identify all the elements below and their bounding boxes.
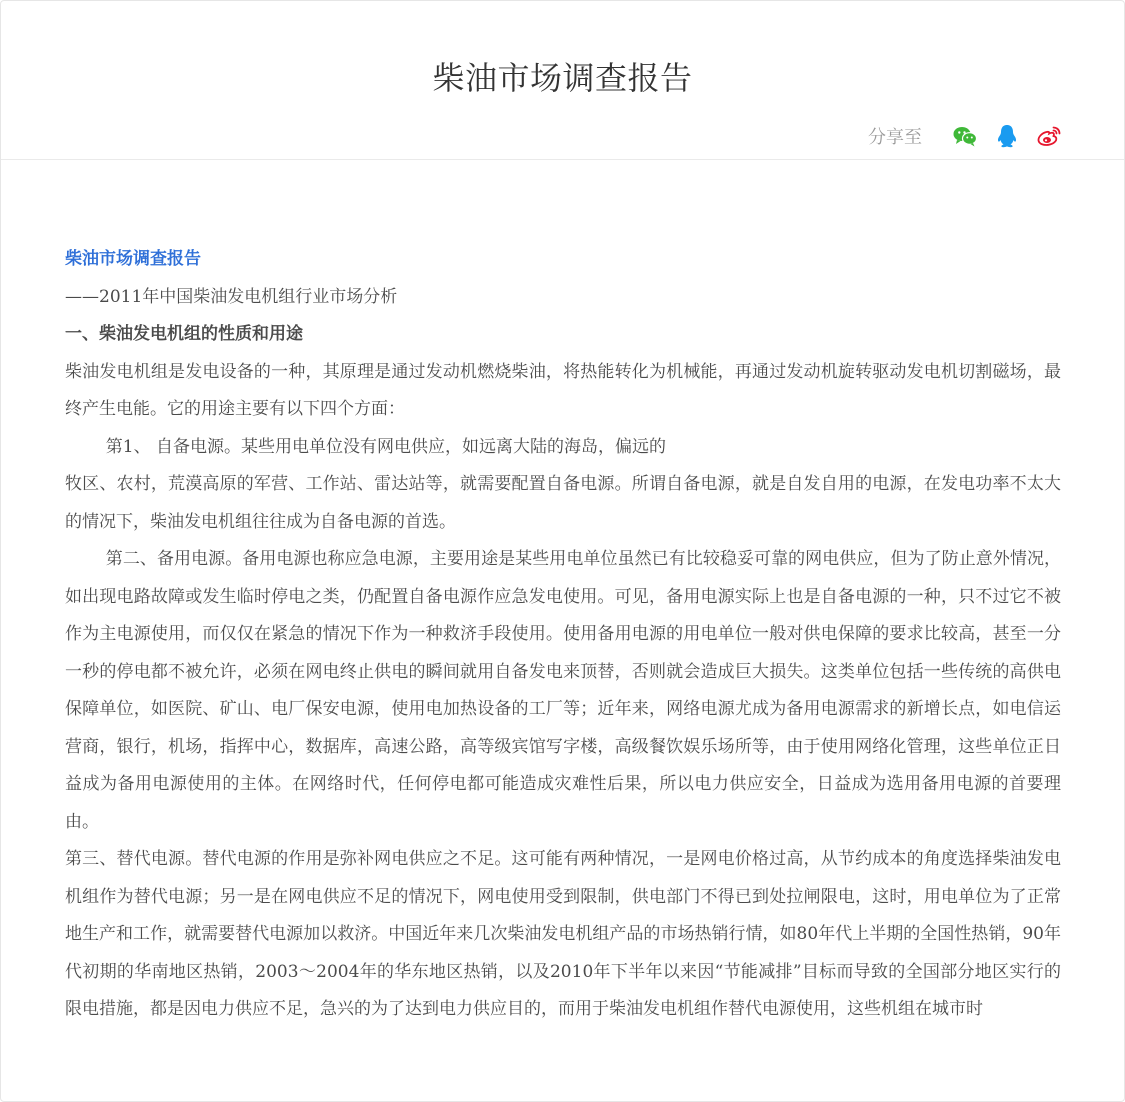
paragraph-backup-power: 第二、备用电源。备用电源也称应急电源，主要用途是某些用电单位虽然已有比较稳妥可靠的网电供应，但为了防止意外情况，如出现电路故障或发生临时停电之类，仍配置自备电源作应急发电使用。可见，备用电源实际上也是自备电源的一种，只不过它不被作为主电源使用，而仅仅在紧急的情况下作为一种救济手段使用。使用备用电源的用电单位一般对供电保障的要求比较高，甚至一分一秒的停电都不被允许，必须在网电终止供电的瞬间就用自备发电来顶替，否则就会造成巨大损失。这类单位包括一些传统的高供电保障单位，如医院、矿山、电厂保安电源，使用电加热设备的工厂等；近年来，网络电源尤成为备用电源需求的新增长点，如电信运营商，银行，机场，指挥中心，数据库，高速公路，高等级宾馆写字楼，高级餐饮娱乐场所等，由于使用网络化管理，这些单位正日益成为备用电源使用的主体。在网络时代，任何停电都可能造成灾难性后果，所以电力供应安全，日益成为选用备用电源的首要理由。 — [65, 549, 1061, 832]
share-bar — [868, 121, 1062, 151]
share-label: 分享至 — [868, 127, 922, 148]
article-subtitle: ——2011年中国柴油发电机组行业市场分析 — [65, 286, 398, 307]
page-header — [1, 1, 1124, 160]
article-content — [65, 241, 1061, 1029]
wechat-icon[interactable] — [952, 123, 978, 149]
paragraph-intro: 柴油发电机组是发电设备的一种，其原理是通过发动机燃烧柴油，将热能转化为机械能，再通过发动机旋转驱动发电机切割磁场，最终产生电能。它的用途主要有以下四个方面： — [65, 361, 1061, 419]
article-title: 柴油市场调查报告 — [65, 249, 201, 269]
page-title: 柴油市场调查报告 — [432, 59, 693, 97]
section-heading: 一、柴油发电机组的性质和用途 — [65, 324, 303, 344]
paragraph-alternative-power: 第三、替代电源。替代电源的作用是弥补网电供应之不足。这可能有两种情况，一是网电价格过高，从节约成本的角度选择柴油发电机组作为替代电源；另一是在网电供应不足的情况下，网电使用受到限制，供电部门不得已到处拉闸限电，这时，用电单位为了正常地生产和工作，就需要替代电源加以救济。中国近年来几次柴油发电机组产品的市场热销行情，如80年代上半期的全国性热销，90年代初期的华南地区热销，2003～2004年的华东地区热销，以及2010年下半年以来因“节能减排”目标而导致的全国部分地区实行的限电措施，都是因电力供应不足，急兴的为了达到电力供应目的，而用于柴油发电机组作替代电源使用，这些机组在城市时 — [65, 849, 1061, 1019]
weibo-icon[interactable] — [1036, 123, 1062, 149]
qq-icon[interactable] — [994, 123, 1020, 149]
paragraph-self-power-lead: 第1、 自备电源。某些用电单位没有网电供应，如远离大陆的海岛，偏远的 — [105, 436, 667, 457]
paragraph-self-power: 牧区、农村，荒漠高原的军营、工作站、雷达站等，就需要配置自备电源。所谓自备电源，就是自发自用的电源，在发电功率不太大的情况下，柴油发电机组往往成为自备电源的首选。 — [65, 474, 1061, 532]
